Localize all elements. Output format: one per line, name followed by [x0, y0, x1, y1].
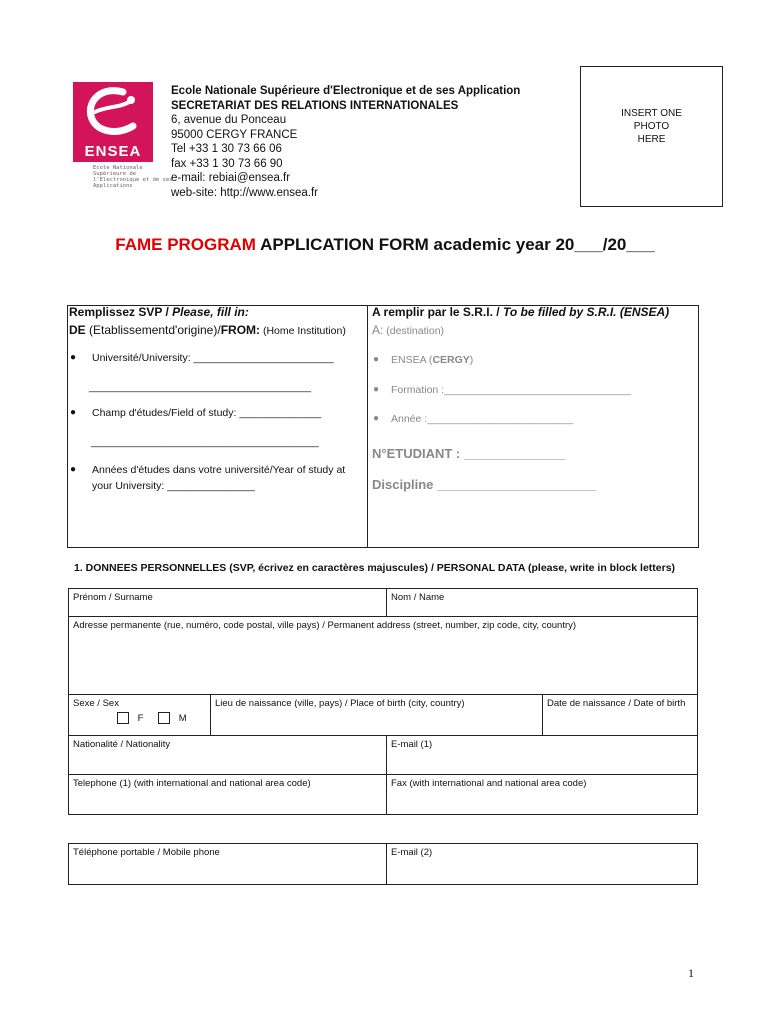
- school-header: [171, 84, 520, 200]
- place-of-birth-field[interactable]: [210, 694, 543, 736]
- permanent-address-field[interactable]: [68, 616, 698, 695]
- university-line[interactable]: ______________________________________: [89, 381, 311, 393]
- nationality-label: Nationalité / Nationality: [73, 739, 171, 750]
- mobile-phone-field[interactable]: [68, 843, 387, 885]
- telephone-field[interactable]: [68, 774, 387, 815]
- field-of-study-field[interactable]: Champ d'études/Field of study: ______________: [92, 407, 322, 419]
- address-line-2: 95000 CERGY FRANCE: [171, 128, 298, 141]
- bullet-icon: ●: [373, 384, 380, 395]
- date-of-birth-field[interactable]: [542, 694, 698, 736]
- discipline-field[interactable]: Discipline ______________________: [372, 477, 597, 492]
- bullet-icon: ●: [70, 464, 77, 475]
- column-divider: [367, 305, 368, 547]
- name-field[interactable]: [386, 588, 698, 617]
- form-title: [0, 235, 770, 255]
- from-line: [69, 323, 346, 337]
- year-of-study-label: Années d'études dans votre université/Year of study at: [92, 464, 346, 476]
- destination-label: (destination): [383, 325, 445, 337]
- website-line: web-site: http://www.ensea.fr: [171, 186, 319, 199]
- annee-field[interactable]: Année :_________________________: [391, 413, 574, 425]
- year-of-study-field[interactable]: your University: _______________: [92, 480, 255, 492]
- sex-field: [68, 694, 211, 736]
- female-label: F: [137, 712, 144, 724]
- photo-line-3: HERE: [637, 134, 666, 145]
- sex-label: Sexe / Sex: [73, 698, 119, 709]
- fax-label: Fax (with international and national area code): [391, 778, 587, 789]
- ensea-c: ): [469, 354, 474, 366]
- male-checkbox[interactable]: [158, 712, 170, 724]
- address-line-1: 6, avenue du Ponceau: [171, 114, 287, 126]
- telephone-label: Telephone (1) (with international and national area code): [73, 778, 311, 789]
- ensea-logo: [73, 82, 153, 162]
- office-name: SECRETARIAT DES RELATIONS INTERNATIONALES: [171, 99, 459, 112]
- formation-field[interactable]: Formation :________________________________: [391, 384, 631, 396]
- surname-label: Prénom / Surname: [73, 592, 153, 603]
- email-line: e-mail: rebiai@ensea.fr: [171, 172, 291, 184]
- bullet-icon: ●: [373, 354, 380, 365]
- left-heading-b: Please, fill in:: [172, 305, 249, 319]
- section-personal-data-heading: 1. DONNEES PERSONNELLES (SVP, écrivez en caractères majuscules) / PERSONAL DATA (please, write in block letters): [74, 562, 676, 574]
- permanent-address-label: Adresse permanente (rue, numéro, code postal, ville pays) / Permanent address (street, number, zip code, city, country): [73, 620, 577, 631]
- place-of-birth-label: Lieu de naissance (ville, pays) / Place of birth (city, country): [215, 698, 465, 709]
- photo-placeholder: [581, 67, 722, 146]
- male-label: M: [178, 712, 187, 724]
- right-heading-b: To be filled by S.R.I. (ENSEA): [502, 305, 670, 319]
- bullet-icon: ●: [373, 413, 380, 424]
- name-label: Nom / Name: [391, 592, 445, 603]
- fax-field[interactable]: [386, 774, 698, 815]
- email-2-field[interactable]: [386, 843, 698, 885]
- institution-box: [67, 305, 699, 548]
- mobile-phone-label: Téléphone portable / Mobile phone: [73, 847, 220, 858]
- bullet-icon: ●: [70, 352, 77, 363]
- surname-field[interactable]: [68, 588, 387, 617]
- female-checkbox[interactable]: [117, 712, 129, 724]
- email-1-field[interactable]: [386, 735, 698, 775]
- right-heading: [372, 305, 669, 319]
- logo-subtext: Ecole Nationale Supérieure de l'Electronique et de ses Applications: [93, 165, 173, 189]
- ensea-swirl-icon: [73, 82, 153, 144]
- bullet-icon: ●: [70, 407, 77, 418]
- left-heading-a: Remplissez SVP /: [69, 305, 173, 319]
- student-number-field[interactable]: N°ETUDIANT : ______________: [372, 446, 566, 461]
- title-program: FAME PROGRAM: [115, 235, 256, 254]
- photo-line-2: PHOTO: [633, 121, 670, 132]
- date-of-birth-label: Date de naissance / Date of birth: [547, 698, 686, 709]
- fax-line: fax +33 1 30 73 66 90: [171, 157, 283, 170]
- ensea-destination: [391, 354, 473, 366]
- ensea-cergy: CERGY: [432, 354, 470, 366]
- page-number: 1: [688, 966, 694, 980]
- email-1-label: E-mail (1): [391, 739, 433, 750]
- de-rest: (Etablissementd'origine)/: [85, 323, 221, 337]
- field-of-study-line[interactable]: _______________________________________: [91, 436, 319, 448]
- left-heading: [69, 305, 249, 319]
- a-label: A:: [372, 323, 384, 337]
- right-heading-a: A remplir par le S.R.I. /: [372, 305, 503, 319]
- phone-line: Tel +33 1 30 73 66 06: [171, 143, 282, 155]
- title-rest: APPLICATION FORM academic year 20___/20___: [255, 235, 655, 254]
- logo-text: ENSEA: [84, 143, 142, 160]
- de-label: DE: [69, 323, 86, 337]
- ensea-a: ENSEA (: [391, 354, 433, 366]
- school-name: Ecole Nationale Supérieure d'Electronique et de ses Application: [171, 85, 521, 97]
- photo-box[interactable]: [580, 66, 723, 207]
- email-2-label: E-mail (2): [391, 847, 433, 858]
- from-label: FROM:: [220, 323, 261, 337]
- nationality-field[interactable]: [68, 735, 387, 775]
- photo-line-1: INSERT ONE: [621, 108, 682, 119]
- university-field[interactable]: Université/University: ________________________: [92, 352, 334, 364]
- home-institution: (Home Institution): [260, 325, 346, 337]
- destination-line: [372, 323, 444, 337]
